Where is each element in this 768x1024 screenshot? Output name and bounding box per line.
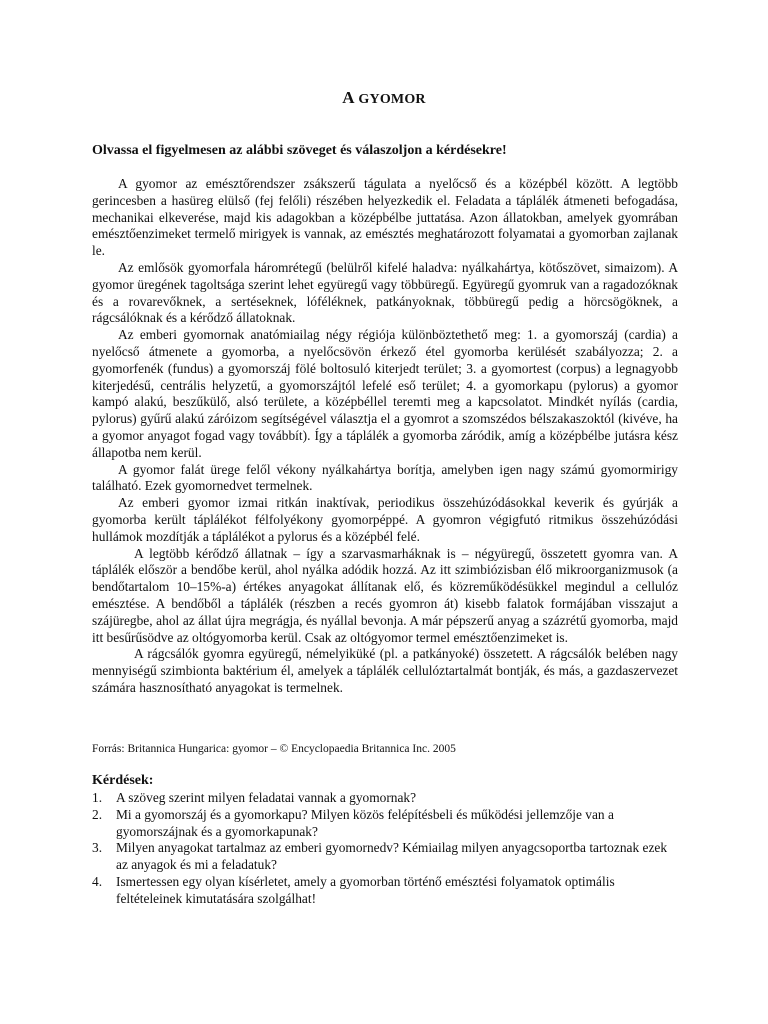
- paragraph-5: Az emberi gyomor izmai ritkán inaktívak, periodikus összehúzódásokkal keverik és gyúrják a gyomorba került táplálékot félfolyékony gyomorpéppé. A gyomron végigfutó ritmikus összehúzódási hullámok mozdítják a táplálékot a pylorus és a középbél felé.: [92, 495, 678, 544]
- article-body: [92, 176, 678, 697]
- question-number: 1.: [92, 790, 103, 805]
- paragraph-2: Az emlősök gyomorfala háromrétegű (belülről kifelé haladva: nyálkahártya, kötőszövet, simaizom). A gyomor üregének tagoltsága szerint lehet együregű vagy többüregű. Együregű gyomruk van a ragadozóknak és a rovarevőknek, a sertéseknek, lóféléknek, patkányoknak, többüregű pedig a hörcsögöknek, a rágcsálóknak és a kérődző állatoknak.: [92, 259, 678, 326]
- question-item: [92, 840, 680, 874]
- paragraph-1: A gyomor az emésztőrendszer zsákszerű tágulata a nyelőcső és a középbél között. A legtöbb gerincesben a hasüreg elülső (fej felőli) részében helyezkedik el. Feladata a táplálék átmeneti befogadása, mechanikai elkeverése, majd kis adagokban a középbélbe juttatása. Azon állatokban, amelyek gyomrában emésztőenzimeket termelő mirigyek is vannak, az emésztés meghatározott folyamatai a gyomorban zajlanak le.: [92, 176, 678, 259]
- paragraph-6: A legtöbb kérődző állatnak – így a szarvasmarháknak is – négyüregű, összetett gyomra van. A táplálék először a bendőbe kerül, ahol nyálka adódik hozzá. Az itt szimbiózisban élő mikroorganizmusok (a bendőtartalom 10–15%-a) értékes anyagokat állítanak elő, és közreműködésükkel megindul a cellulóz emésztése. A bendőből a táplálék (részben a recés gyomron át) kisebb falatok formájában visszajut a szájüregbe, ahol az állat újra megrágja, és nyállal bevonja. A már pépszerű anyag a százrétű gyomorba, majd itt besűrűsödve az oltógyomorba kerül. Csak az oltógyomor termel emésztőenzimeket is.: [92, 545, 678, 645]
- paragraph-3: Az emberi gyomornak anatómiailag négy régiója különböztethető meg: 1. a gyomorszáj (cardia) a nyelőcső átmenete a gyomorba, a nyelőcsövön érkező étel gyomorba kerülését szabályozza; 2. a gyomorfenék (fundus) a gyomorszáj fölé boltosuló kiterjedt terület; 3. a gyomortest (corpus) a legnagyobb kiterjedésű, centrális helyzetű, a gyomorszájtól lefelé eső terület; 4. a gyomorkapu (pylorus) a gyomor kampó alakú, beszűkülő, alsó területe, a középbéllel teremti meg a kapcsolatot. Mindkét nyílás (cardia, pylorus) gyűrű alakú záróizom segítségével választja el a gyomrot a szomszédos bélszakaszoktól (kivéve, ha a gyomor anyagot fogad vagy továbbít). Így a táplálék a gyomorba záródik, amíg a középbélbe jutásra kész állapotba nem kerül.: [92, 327, 678, 460]
- question-item: [92, 790, 680, 807]
- paragraph-7: A rágcsálók gyomra együregű, némelyiküké (pl. a patkányoké) összetett. A rágcsálók belében nagy mennyiségű szimbionta baktérium él, amelyek a táplálék cellulóztartalmát bontják, és más, a gazdaszervezet számára hasznosítható anyagokat is termelnek.: [92, 646, 678, 695]
- question-number: 2.: [92, 806, 103, 822]
- question-text: Mi a gyomorszáj és a gyomorkapu? Milyen közös felépítésbeli és működési jellemzője van a gyomorszájnak és a gyomorkapunak?: [116, 806, 614, 839]
- title-first-letter: A: [342, 88, 355, 107]
- question-item: [92, 807, 680, 841]
- question-item: [92, 874, 680, 908]
- question-number: 4.: [92, 873, 103, 889]
- paragraph-4: A gyomor falát ürege felől vékony nyálkahártya borítja, amelyben igen nagy számú gyomormirigy található. Ezek gyomornedvet termelnek.: [92, 461, 678, 494]
- question-text: Milyen anyagokat tartalmaz az emberi gyomornedv? Kémiailag milyen anyagcsoportba tartoznak ezek az anyagok és mi a feladatuk?: [116, 840, 668, 873]
- question-text: Ismertessen egy olyan kísérletet, amely a gyomorban történő emésztési folyamatok optimális feltételeinek kimutatására szolgálhat!: [116, 873, 615, 906]
- title-rest: GYOMOR: [354, 92, 426, 107]
- questions-heading: Kérdések:: [92, 773, 154, 788]
- document-title: [0, 88, 768, 108]
- question-text: A szöveg szerint milyen feladatai vannak a gyomornak?: [116, 790, 417, 805]
- questions-list: [92, 790, 680, 908]
- source-citation: Forrás: Britannica Hungarica: gyomor – © Encyclopaedia Britannica Inc. 2005: [92, 743, 456, 755]
- instruction-text: Olvassa el figyelmesen az alábbi szöveget és válaszoljon a kérdésekre!: [92, 143, 507, 158]
- question-number: 3.: [92, 840, 103, 856]
